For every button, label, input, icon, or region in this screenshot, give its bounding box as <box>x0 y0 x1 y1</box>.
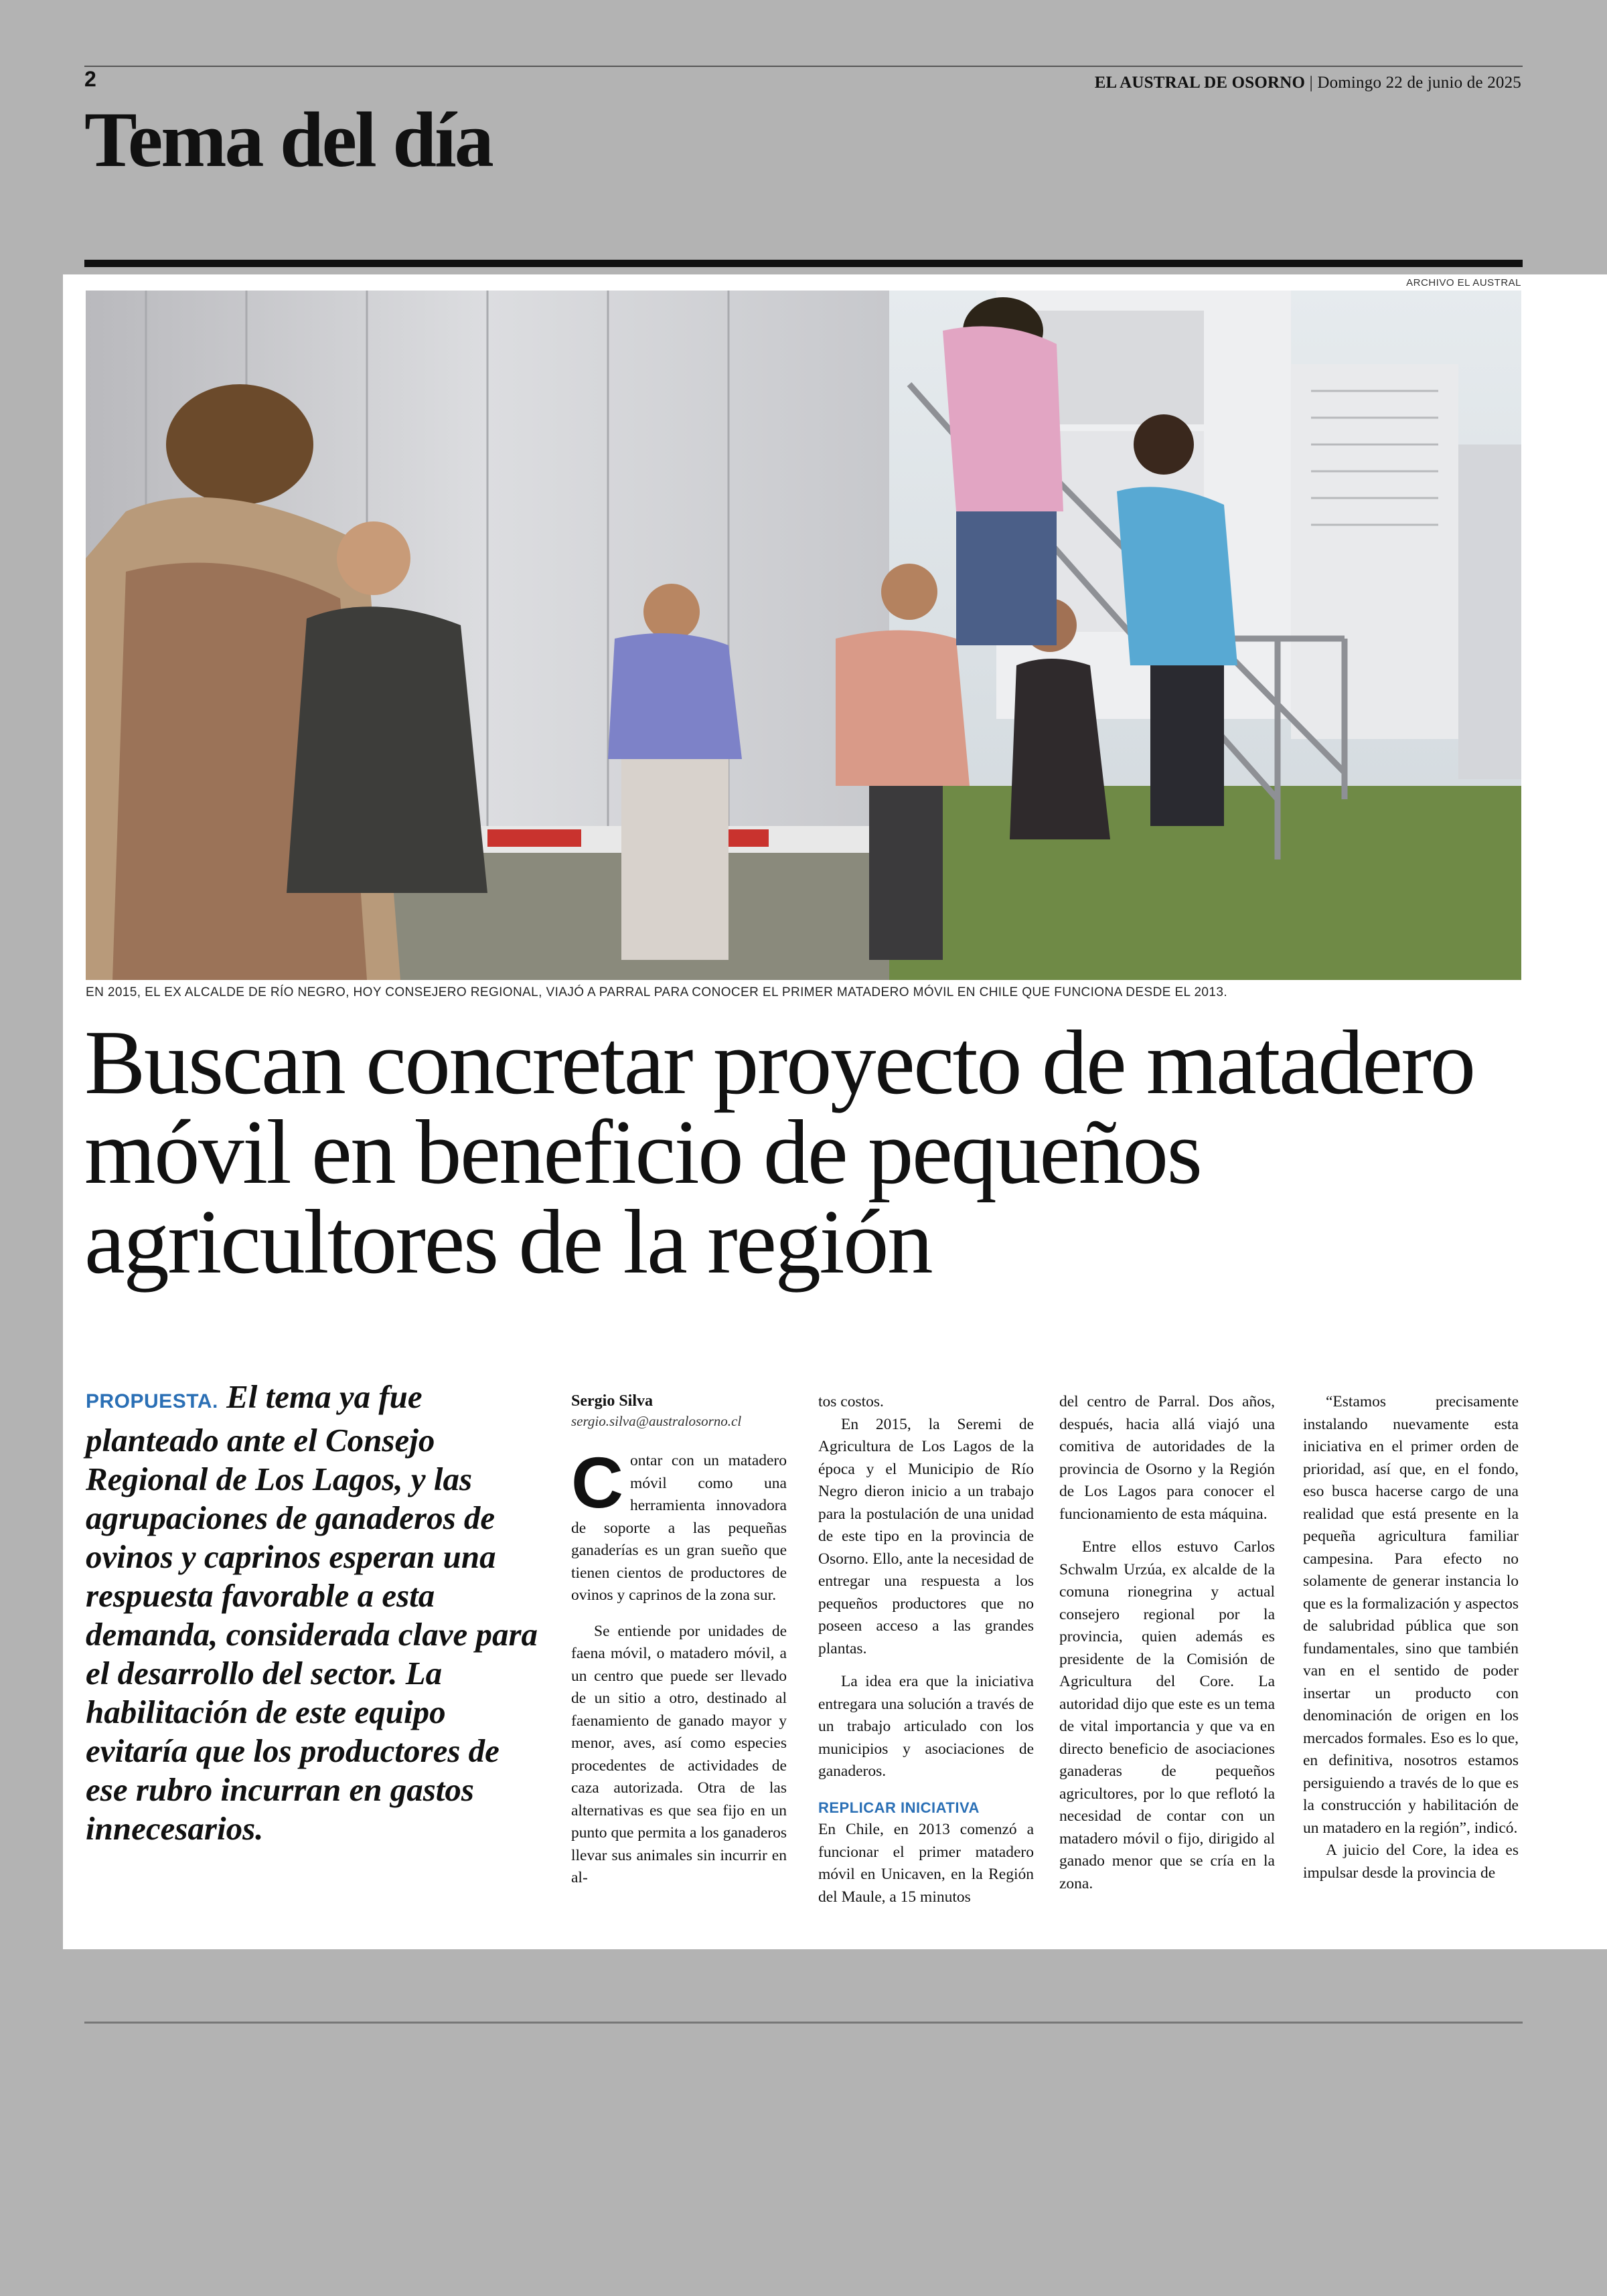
section-rule <box>84 260 1523 267</box>
paragraph: Entre ellos estuvo Carlos Schwalm Urzúa, ex alcalde de la comuna rionegrina y actual consejero regional por la provincia, quien además es presidente de la Comisión de Agricultura del Core. La autoridad dijo que este es un tema de vital importancia y que va en directo beneficio de asociaciones ganaderas de pequeños agricultores, por lo que reflotó la necesidad de contar con un matadero móvil o fijo, dirigido al ganado menor que se cría en la zona. <box>1059 1538 1275 1892</box>
paragraph <box>571 1442 787 1607</box>
article-column-2 <box>818 1391 1034 1908</box>
paragraph: Se entiende por unidades de faena móvil, o matadero móvil, a un centro que puede ser llevado de un sitio a otro, destinado al faenamiento de ganado mayor y menor, aves, así como especies procedentes de actividades de caza autorizada. Otra de las alternativas es que sea fijo en un punto que permita a los ganaderos llevar sus animales sin incurrir en al- <box>571 1622 787 1886</box>
article-column-1 <box>571 1391 787 1890</box>
photo-caption: EN 2015, EL EX ALCALDE DE RÍO NEGRO, HOY CONSEJERO REGIONAL, VIAJÓ A PARRAL PARA CONOCER EL PRIMER MATADERO MÓVIL EN CHILE QUE FUNCIONA DESDE EL 2013. <box>86 985 1228 999</box>
issue-date: Domingo 22 de junio de 2025 <box>1317 74 1521 92</box>
article-column-4 <box>1303 1391 1519 1884</box>
drop-cap: C <box>571 1442 623 1523</box>
article-headline: Buscan concretar proyecto de matadero móvil en beneficio de pequeños agricultores de la región <box>84 1011 1474 1293</box>
photo-credit: ARCHIVO EL AUSTRAL <box>1406 277 1521 289</box>
article-photo <box>86 291 1521 980</box>
paragraph: En Chile, en 2013 comenzó a funcionar el primer matadero móvil en Unicaven, en la Región del Maule, a 15 minutos <box>818 1821 1034 1906</box>
subhead: REPLICAR INICIATIVA <box>818 1799 980 1816</box>
lede-text: El tema ya fue planteado ante el Consejo Regional de Los Lagos, y las agrupaciones de ganaderos de ovinos y caprinos esperan una respuesta favorable a esta demanda, considerada clave para el desarrollo del sector. La habilitación de este equipo evitaría que los productores de ese rubro incurran en gastos innecesarios. <box>86 1378 538 1847</box>
paragraph: tos costos. <box>818 1393 884 1410</box>
paragraph: En 2015, la Seremi de Agricultura de Los Lagos de la época y el Municipio de Río Negro dieron inicio a un trabajo para la postulación de una unidad de este tipo en la provincia de Osorno. Ello, ante la necesidad de entregar una respuesta a los pequeños productores que no poseen acceso a las grandes plantas. <box>818 1415 1034 1657</box>
author-email[interactable]: sergio.silva@australosorno.cl <box>571 1413 742 1429</box>
top-rule <box>84 66 1523 67</box>
page-number: 2 <box>84 67 96 91</box>
paragraph: “Estamos precisamente instalando nuevamente esta iniciativa en el primer orden de prioridad, así que, en el fondo, eso busca hacerse cargo de una realidad que está presente en la pequeña agricultura familiar campesina. Para efecto no solamente de generar instancia lo que es la formalización y aspectos de salubridad pública que son fundamentales, sino que también van en el sentido de poder insertar un producto con denominación de origen en los mercados formales. Eso es lo que, en definitiva, nosotros estamos persiguiendo a través de lo que es la construcción y habilitación de un matadero en la región”, indicó. <box>1303 1393 1519 1837</box>
newspaper-name: EL AUSTRAL DE OSORNO <box>1094 74 1306 92</box>
lede-kicker: PROPUESTA. <box>86 1390 218 1412</box>
article-lede <box>86 1378 549 1848</box>
paragraph: A juicio del Core, la idea es impulsar desde la provincia de <box>1303 1841 1519 1882</box>
paragraph: del centro de Parral. Dos años, después, hacia allá viajó una comitiva de autoridades de la provincia de Osorno y la Región de Los Lagos para conocer el funcionamiento de esta máquina. <box>1059 1393 1275 1523</box>
paragraph: La idea era que la iniciativa entregara una solución a través de un trabajo articulado con los municipios y asociaciones de ganaderos. <box>818 1673 1034 1780</box>
paragraph-text: ontar con un matadero móvil como una herramienta innovadora de soporte a las pequeñas ganaderías es un gran sueño que tienen cientos de productores de ovinos y caprinos de la zona sur. <box>571 1452 787 1604</box>
section-title: Tema del día <box>84 96 492 183</box>
masthead: EL AUSTRAL DE OSORNO | Domingo 22 de junio de 2025 <box>1094 74 1521 92</box>
bottom-rule <box>84 2022 1523 2024</box>
author-name: Sergio Silva <box>571 1392 654 1410</box>
article-column-3 <box>1059 1391 1275 1895</box>
